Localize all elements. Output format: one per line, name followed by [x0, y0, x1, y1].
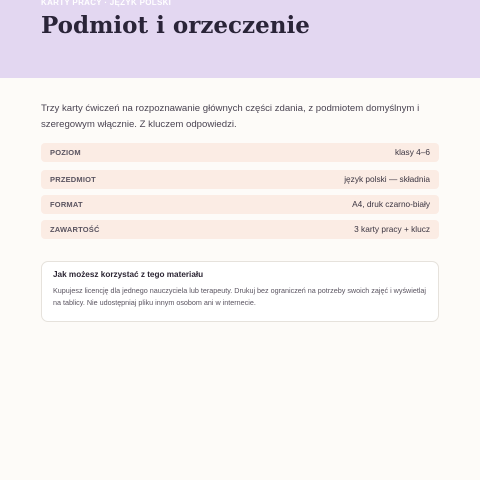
spec-row-format	[41, 195, 439, 214]
spec-label: POZIOM	[50, 148, 81, 157]
spec-value: klasy 4–6	[394, 147, 430, 157]
spec-value: 3 karty pracy + klucz	[354, 224, 430, 234]
spec-value: język polski — składnia	[344, 174, 430, 184]
spec-value: A4, druk czarno-biały	[352, 199, 430, 209]
spec-label: PRZEDMIOT	[50, 175, 96, 184]
license-heading: Jak możesz korzystać z tego materiału	[53, 270, 204, 279]
license-body: Kupujesz licencję dla jednego nauczyciela lub terapeuty. Drukuj bez ograniczeń na potrzeby swoich zajęć i wyświetlaj na tablicy. Nie udostępniaj pliku innym osobom ani w internecie.	[53, 286, 427, 307]
license-card	[41, 261, 439, 322]
intro-text: Trzy karty ćwiczeń na rozpoznawanie głównych części zdania, z podmiotem domyślnym i szeregowym włącznie. Z kluczem odpowiedzi.	[41, 103, 420, 130]
spec-row-contents	[41, 220, 439, 239]
spec-label: ZAWARTOŚĆ	[50, 225, 100, 234]
spec-row-subject	[41, 170, 439, 189]
category-eyebrow: KARTY PRACY · JĘZYK POLSKI	[41, 0, 172, 7]
header-banner	[0, 0, 480, 78]
spec-label: FORMAT	[50, 200, 83, 209]
spec-row-level	[41, 143, 439, 162]
page-title: Podmiot i orzeczenie	[41, 12, 310, 39]
